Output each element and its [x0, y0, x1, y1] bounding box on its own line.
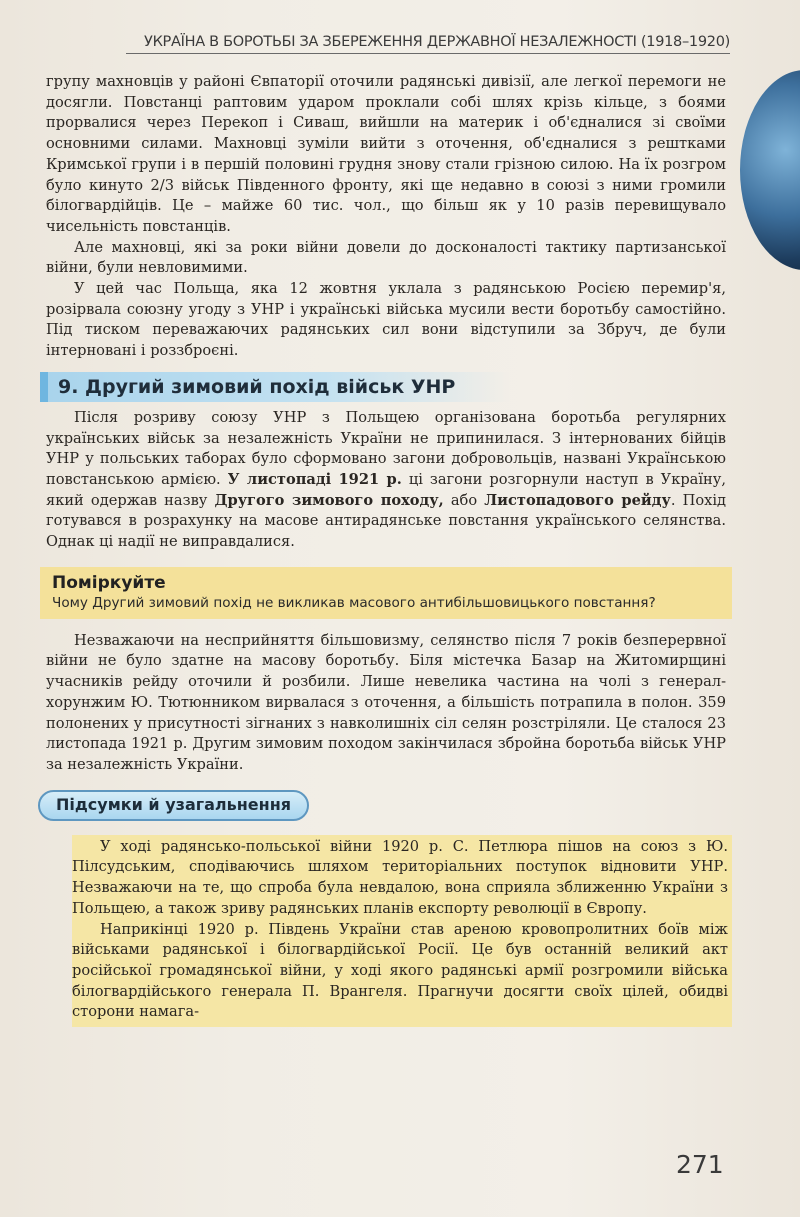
section-heading: 9. Другий зимовий похід військ УНР — [40, 372, 510, 402]
summary-paragraph-1: У ході радянсько-польської війни 1920 р. С. Петлюра пішов на союз з Ю. Пілсудським, сподіваючись шляхом територіальних поступок відновити УНР. Незважаючи на те, що спроба була невдалою, вона сприяла зближенню України з Польщею, а також зриву радянських планів експорту революції в Європу. — [72, 837, 728, 917]
text-run: або — [443, 491, 485, 509]
intro-paragraph-3: У цей час Польща, яка 12 жовтня уклала з радянською Росією перемир'я, розірвала союзну угоду з УНР і українські війська мусили вести боротьбу самостійно. Під тиском переважаючих радянських сил вони відступили за Збруч, де були інтерновані і роззброєні. — [46, 280, 726, 360]
think-title: Поміркуйте — [52, 572, 166, 593]
summary-label: Підсумки й узагальнення — [38, 790, 309, 821]
section-paragraph-2: Незважаючи на несприйняття більшовизму, селянство після 7 років безперервної війни не було здатне на масову боротьбу. Біля містечка Базар на Житомирщині учасників рейду оточили й розбили. Лише невелика частина на чолі з генерал-хорунжим Ю. Тютюнником вирвалася з оточення, а більшість потрапила в полон. 359 полонених у присутності зігнаних з навколишніх сіл селян розстріляли. Це сталося 23 листопада 1921 р. Другим зимовим походом закінчилася збройна боротьба військ УНР за незалежність України. — [46, 631, 726, 773]
think-question: Чому Другий зимовий похід не викликав масового антибільшовицького повстання? — [52, 594, 656, 611]
page-content — [46, 72, 726, 1027]
globe-decoration-icon — [740, 70, 800, 270]
bold-date: У листопаді 1921 р. — [227, 470, 402, 488]
text-run: ці загони розгорнули наступ в Україну, який одержав назву — [46, 470, 727, 509]
summary-box — [72, 835, 732, 1027]
bold-term: Листопадового рейду — [484, 491, 671, 509]
text-run: Після розриву союзу УНР з Польщею організована боротьба регулярних українських військ за незалежність України не припинилася. З інтернованих бійців УНР у польських таборах було сформовано загони добровольців, названі Українською повстанською армією. — [46, 408, 726, 488]
running-header: УКРАЇНА В БОРОТЬБІ ЗА ЗБЕРЕЖЕННЯ ДЕРЖАВНОЇ НЕЗАЛЕЖНОСТІ (1918–1920) — [126, 34, 730, 54]
intro-paragraph-1: групу махновців у районі Євпаторії оточили радянські дивізії, але легкої перемоги не досягли. Повстанці раптовим ударом проклали собі шлях крізь кільце, з боями прорвалися через Перекоп і Сиваш, вийшли на материк і об'єдналися зі своїми основними силами. Махновці зуміли вийти з оточення, об'єдналися з рештками Кримської групи і в першій половині грудня знову стали грізною силою. На їх розгром було кинуто 2/3 військ Південного фронту, які ще недавно в союзі з ними громили білогвардійців. Це – майже 60 тис. чол., що більш як у 10 разів перевищувало чисельність повстанців. — [46, 73, 726, 235]
think-box — [40, 567, 732, 619]
summary-paragraph-2: Наприкінці 1920 р. Південь України став ареною кровопролитних боїв між військами радянської і білогвардійської Росії. Це був останній великий акт російської громадянської війни, у ході якого радянські армії розгромили війська білогвардійського генерала П. Врангеля. Прагнучи досягти своїх цілей, обидві сторони намага- — [72, 920, 728, 1021]
text-run: . Похід готувався в розрахунку на масове антирадянське повстання українського селянства. Однак ці надії не виправдалися. — [46, 491, 726, 551]
section-paragraph-1 — [46, 408, 726, 553]
intro-paragraph-2: Але махновці, які за роки війни довели до досконалості тактику партизанської війни, були невловимими. — [46, 238, 726, 277]
page-number: 271 — [676, 1150, 724, 1179]
bold-term: Другого зимового походу, — [214, 491, 444, 509]
